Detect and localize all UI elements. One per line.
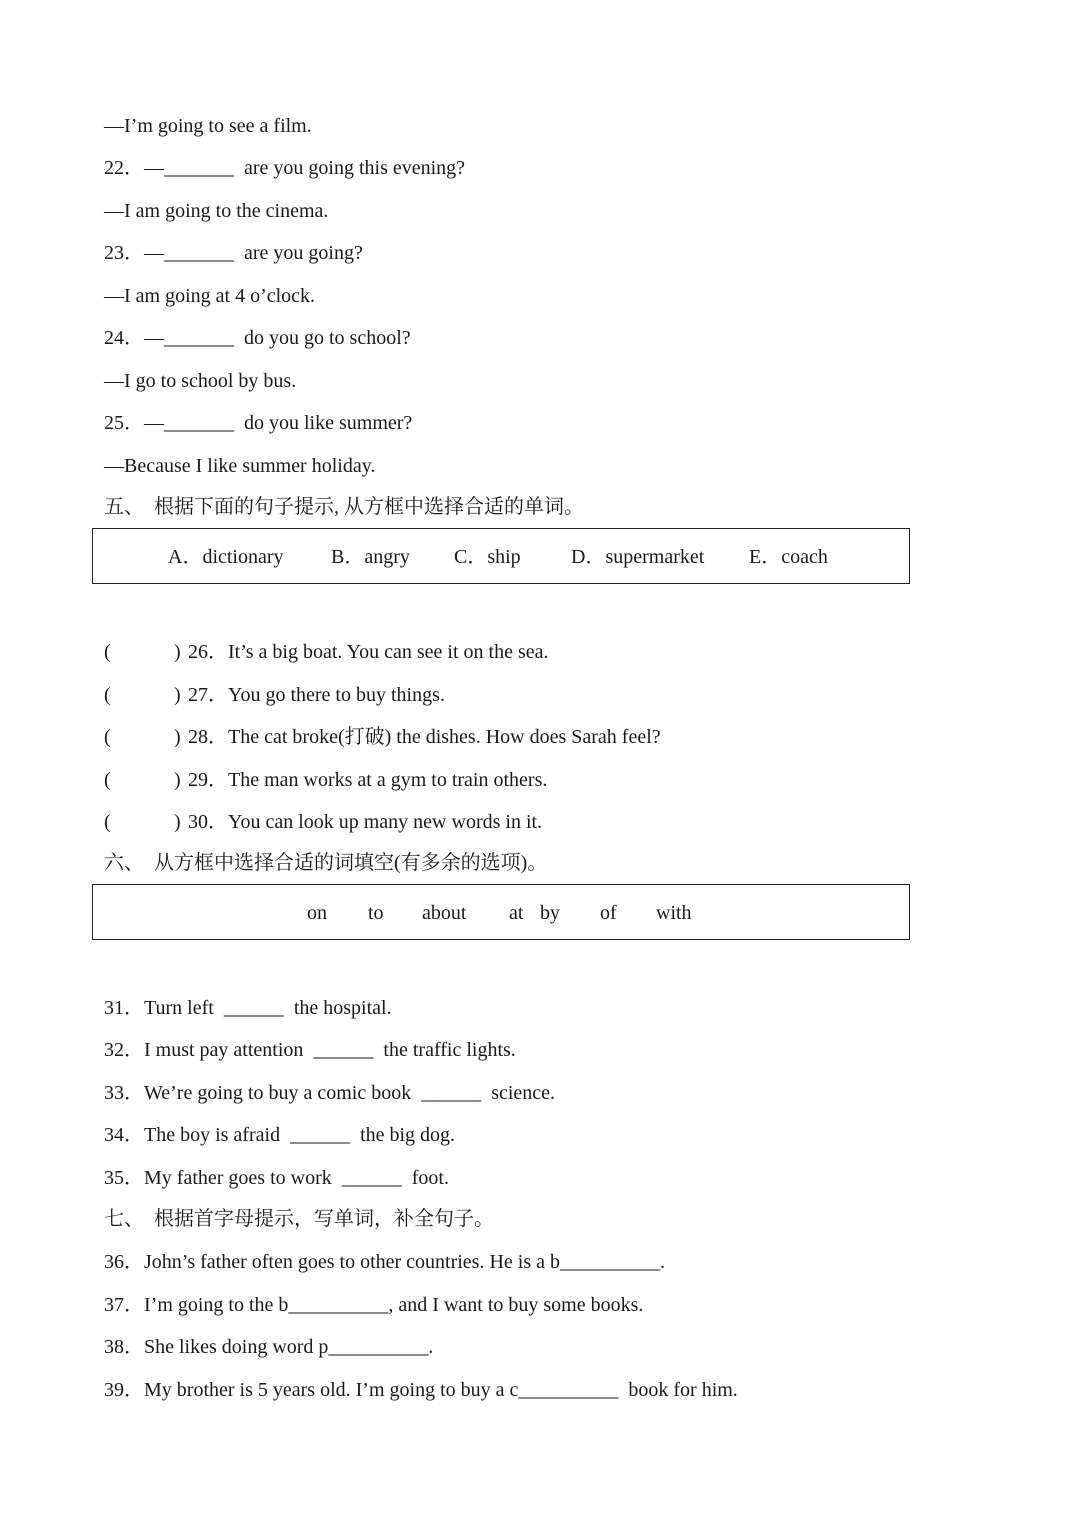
section-6-heading: 六、 从方框中选择合适的词填空(有多余的选项)。 [104,852,548,874]
word-option: by [540,902,560,924]
word-option: about [422,902,467,924]
item-text: 29．The man works at a gym to train others. [188,769,548,791]
answer-paren-open: ( [104,726,111,748]
question-31: 31．Turn left ______ the hospital. [104,997,392,1019]
answer-paren-open: ( [104,769,111,791]
item-text: 26．It’s a big boat. You can see it on the sea. [188,641,549,663]
option-c: C．ship [454,546,521,568]
question-22: 22．—_______ are you going this evening? [104,157,466,179]
word-option: with [656,902,692,924]
option-d: D．supermarket [571,546,705,568]
answer-paren-close: ) [174,811,181,833]
question-34: 34．The boy is afraid ______ the big dog. [104,1124,456,1146]
word-option: of [600,902,617,924]
answer-line-21: —I’m going to see a film. [104,115,312,137]
item-text: 27．You go there to buy things. [188,684,445,706]
answer-line-23: —I am going at 4 o’clock. [104,285,316,307]
question-25: 25．—_______ do you like summer? [104,412,413,434]
question-36: 36．John’s father often goes to other countries. He is a b__________. [104,1251,666,1273]
answer-line-24: —I go to school by bus. [104,370,297,392]
item-text: 30．You can look up many new words in it. [188,811,543,833]
answer-paren-open: ( [104,684,111,706]
answer-line-25: —Because I like summer holiday. [104,455,376,477]
option-a: A．dictionary [168,546,284,568]
option-b: B．angry [331,546,410,568]
section-5-word-box [92,528,910,584]
word-option: on [307,902,327,924]
item-text: 28．The cat broke(打破) the dishes. How does Sarah feel? [188,726,661,748]
answer-paren-close: ) [174,726,181,748]
answer-paren-close: ) [174,769,181,791]
question-24: 24．—_______ do you go to school? [104,327,411,349]
word-option: to [368,902,384,924]
section-7-heading: 七、 根据首字母提示，写单词，补全句子。 [104,1208,494,1230]
section-5-heading: 五、 根据下面的句子提示, 从方框中选择合适的单词。 [104,496,584,518]
answer-paren-open: ( [104,811,111,833]
question-35: 35．My father goes to work ______ foot. [104,1167,449,1189]
question-32: 32．I must pay attention ______ the traffic lights. [104,1039,516,1061]
section-6-word-box [92,884,910,940]
answer-line-22: —I am going to the cinema. [104,200,329,222]
question-37: 37．I’m going to the b__________, and I want to buy some books. [104,1294,644,1316]
question-33: 33．We’re going to buy a comic book ______ science. [104,1082,556,1104]
answer-paren-open: ( [104,641,111,663]
question-39: 39．My brother is 5 years old. I’m going to buy a c__________ book for him. [104,1379,738,1401]
question-23: 23．—_______ are you going? [104,242,363,264]
option-e: E．coach [749,546,828,568]
word-option: at [509,902,524,924]
answer-paren-close: ) [174,684,181,706]
answer-paren-close: ) [174,641,181,663]
question-38: 38．She likes doing word p__________. [104,1336,434,1358]
